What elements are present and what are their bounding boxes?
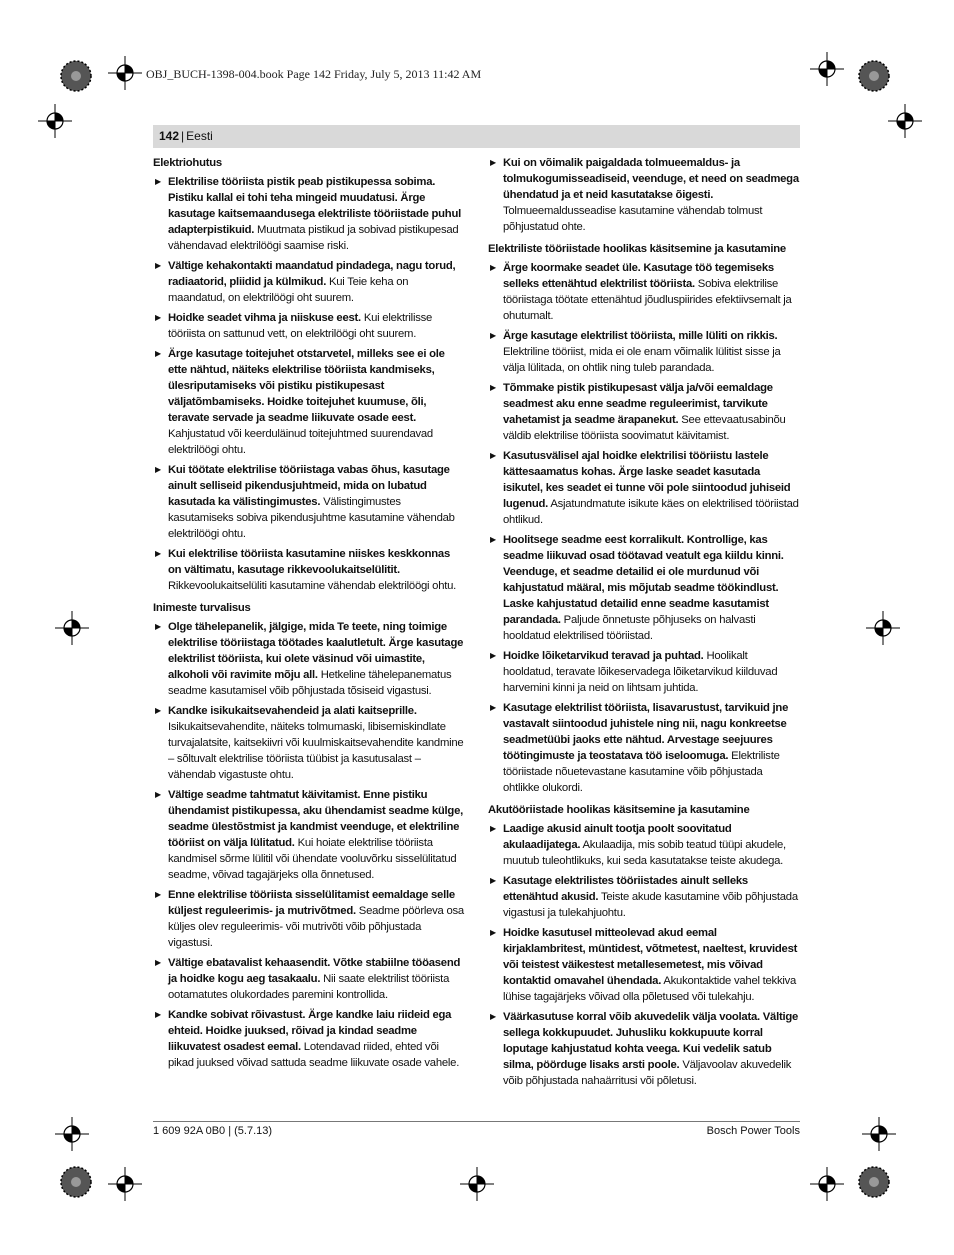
right-column bbox=[488, 155, 800, 1095]
instruction-bold-text: Hoidke kasutusel mitteolevad akud eemal kirjaklambritest, müntidest, võtmetest, naeltest, kruvidest või teistest väikestest metallesemetest, mis võivad kontaktid omavahel ühendada. bbox=[503, 927, 798, 987]
instruction-bold-text: Kasutage elektrilistes tööriistades ainult selleks ettenähtud akusid. bbox=[503, 875, 748, 903]
instruction-body-text: Välistingimustes kasutamiseks sobiva pikendusjuhtme kasutamine vähendab elektrilöögi ohtu. bbox=[168, 496, 455, 540]
instruction-bold-text: Kandke sobivat rõivastust. Ärge kandke laiu riideid ega ehteid. Hoidke juuksed, rõivad ja kindad seadme liikuvatest osadest eemal. bbox=[168, 1009, 452, 1053]
instruction-item bbox=[153, 462, 466, 542]
instruction-body-text: Tolmueemaldusseadise kasutamine vähendab tolmust põhjustatud ohte. bbox=[503, 205, 763, 233]
instruction-item bbox=[488, 260, 800, 324]
instruction-bold-text: Kui töötate elektrilise tööriistaga vabas õhus, kasutage ainult selliseid pikendusjuhtmeid, mida on lubatud kasutada ka välistingimustes. bbox=[168, 464, 450, 508]
registration-mark-bottom-center bbox=[460, 1167, 494, 1201]
header-separator: | bbox=[181, 129, 185, 143]
instruction-body-text: Kui elektrilisse tööriista on sattunud vett, on elektrilöögi oht suurem. bbox=[168, 312, 433, 340]
instruction-bold-text: Vältige kehakontakti maandatud pindadega, nagu torud, radiaatorid, pliidid ja külmikud. bbox=[168, 260, 456, 288]
page-header bbox=[153, 125, 800, 148]
section-heading: Inimeste turvalisus bbox=[153, 602, 251, 614]
instruction-body-text: Akukontaktide vahel tekkiva lühise tagajärjeks võivad olla põletused või tulekahju. bbox=[503, 975, 797, 1003]
registration-mark-left-lower bbox=[55, 1117, 89, 1151]
print-slug: OBJ_BUCH-1398-004.book Page 142 Friday, July 5, 2013 11:42 AM bbox=[146, 67, 482, 81]
instruction-body-text: Isikukaitsevahendite, näiteks tolmumaski, libisemiskindlate turvajalatsite, kaitsekiivri või kuulmiskaitsevahendite kandmine – sõltuvalt elektrilise tööriista tüübist ja kasutusalast – vähendab vigastuste ohtu. bbox=[168, 721, 464, 781]
left-column bbox=[153, 155, 466, 1077]
header-language: Eesti bbox=[186, 129, 213, 143]
instruction-item bbox=[488, 648, 800, 696]
header-text bbox=[159, 129, 213, 143]
instruction-bold-text: Laadige akusid ainult tootja poolt soovitatud akulaadijatega. bbox=[503, 823, 732, 851]
instruction-bold-text: Ärge kasutage elektrilist tööriista, mille lüliti on rikkis. bbox=[503, 330, 778, 342]
instruction-item bbox=[488, 328, 800, 376]
instruction-item bbox=[153, 887, 466, 951]
instruction-bold-text: Vältige ebatavalist kehaasendit. Võtke stabiilne tööasend ja hoidke kogu aeg tasakaalu. bbox=[168, 957, 461, 985]
instruction-bold-text: Kui elektrilise tööriista kasutamine niiskes keskkonnas on vältimatu, kasutage rikkevoolukaitselülitit. bbox=[168, 548, 450, 576]
instruction-body-text: Teiste akude kasutamine võib põhjustada vigastusi ja tulekahjuohtu. bbox=[503, 891, 798, 919]
registration-mark-left-upper bbox=[38, 104, 72, 138]
registration-mark-right-lower bbox=[862, 1117, 896, 1151]
instruction-bold-text: Enne elektrilise tööriista sisselülitamist eemaldage selle küljest reguleerimis- ja mutrivõtmed. bbox=[168, 889, 455, 917]
instruction-bold-text: Hoolitsege seadme eest korralikult. Kontrollige, kas seadme liikuvad osad töötavad veatult ega kiildu kinni. Veenduge, et seadme detailid ei ole murdunud või kahjustatud määral, mis mõjutab seadme töökindlust. Laske kahjustatud detailid enne seadme kasutamist parandada. bbox=[503, 534, 784, 626]
instruction-item bbox=[153, 546, 466, 594]
footer-brand: Bosch Power Tools bbox=[706, 1125, 800, 1137]
instruction-list bbox=[153, 174, 466, 594]
registration-mark-top-left bbox=[108, 56, 142, 90]
instruction-body-text: Lotendavad riided, ehted või pikad juuksed võivad sattuda seadme liikuvate osade vahele. bbox=[168, 1041, 460, 1069]
instruction-bold-text: Hoidke lõiketarvikud teravad ja puhtad. bbox=[503, 650, 704, 662]
instruction-bold-text: Kandke isikukaitsevahendeid ja alati kaitseprille. bbox=[168, 705, 417, 717]
section-heading: Elektriohutus bbox=[153, 157, 222, 169]
instruction-body-text: Kahjustatud või keerduläinud toitejuhtmed suurendavad elektrilöögi ohtu. bbox=[168, 428, 433, 456]
instruction-item bbox=[488, 155, 800, 235]
instruction-item bbox=[153, 258, 466, 306]
instruction-body-text: Paljude õnnetuste põhjuseks on halvasti hooldatud elektrilised tööriistad. bbox=[503, 614, 756, 642]
instruction-item bbox=[153, 703, 466, 783]
registration-mark-right-middle bbox=[866, 611, 900, 645]
instruction-body-text: See ettevaatusabinõu väldib elektrilise tööriista soovimatut käivitamist. bbox=[503, 414, 786, 442]
instruction-bold-text: Ärge koormake seadet üle. Kasutage töö tegemiseks selleks ettenähtud elektrilist tööriista. bbox=[503, 262, 774, 290]
instruction-bold-text: Elektrilise tööriista pistik peab pistikupessa sobima. Pistiku kallal ei tohi teha mingeid muudatusi. Ärge kasutage kaitsemaandusega elektriliste tööriistade puhul adapterpistikuid. bbox=[168, 176, 462, 236]
instruction-body-text: Elektriliste tööriistade nõuetevastane kasutamine võib põhjustada ohtlikke olukordi. bbox=[503, 750, 780, 794]
instruction-bold-text: Kasutusvälisel ajal hoidke elektrilisi tööriistu lastele kättesaamatus kohas. Ärge laske seadet kasutada isikutel, kes seadet ei tunne või pole siintoodud juhiseid lugenud. bbox=[503, 450, 791, 510]
instruction-bold-text: Väärkasutuse korral võib akuvedelik välja voolata. Vältige sellega kokkupuudet. Juhusliku kokkupuute korral loputage kahjustatud kohta veega. Kui vedelik satub silma, pöörduge lisaks arsti poole. bbox=[503, 1011, 799, 1071]
instruction-item bbox=[488, 821, 800, 869]
instruction-body-text: Elektriline tööriist, mida ei ole enam võimalik lülitist sisse ja välja lülitada, on ohtlik ning tuleb parandada. bbox=[503, 346, 781, 374]
instruction-item bbox=[488, 873, 800, 921]
instruction-body-text: Kui Teie keha on maandatud, on elektrilöögi oht suurem. bbox=[168, 276, 409, 304]
instruction-body-text: Hoolikalt hooldatud, teravate lõikeservadega lõiketarvikud kiilduvad harvemini kinni ja neid on lihtsam juhtida. bbox=[503, 650, 778, 694]
registration-mark-left-middle bbox=[55, 611, 89, 645]
instruction-body-text: Akulaadija, mis sobib teatud tüüpi akudele, muutub tuleohtlikuks, kui seda kasutatakse teiste akudega. bbox=[503, 839, 786, 867]
instruction-item bbox=[488, 532, 800, 644]
instruction-bold-text: Kasutage elektrilist tööriista, lisavarustust, tarvikuid jne vastavalt siintoodud juhistele ning nii, nagu konkreetse seadmetüübi jaoks ette nähtud. Arvestage seejuures töötingimuste ja teostatava töö iseloomuga. bbox=[503, 702, 789, 762]
instruction-bold-text: Kui on võimalik paigaldada tolmueemaldus- ja tolmukogumisseadiseid, veenduge, et need on seadmega ühendatud ja et neid kasutatakse õigesti. bbox=[503, 157, 799, 201]
instruction-body-text: Seadme pöörleva osa küljes olev reguleerimis- või mutrivõti võib põhjustada vigastusi. bbox=[168, 905, 464, 949]
footer-code: 1 609 92A 0B0 | (5.7.13) bbox=[153, 1125, 273, 1137]
registration-mark-right-upper bbox=[888, 104, 922, 138]
instruction-body-text: Nii saate elektrilist tööriista ootamatutes olukordades paremini kontrollida. bbox=[168, 973, 450, 1001]
instruction-item bbox=[153, 619, 466, 699]
instruction-item bbox=[153, 1007, 466, 1071]
instruction-body-text: Asjatundmatute isikute käes on elektrilised tööriistad ohtlikud. bbox=[503, 498, 799, 526]
instruction-bold-text: Ärge kasutage toitejuhet otstarvetel, milleks see ei ole ette nähtud, näiteks elektrilise tööriista kandmiseks, ülesriputamiseks või pistiku pistikupesast väljatõmbamiseks. Hoidke toitejuhet kuumuse, õli, teravate servade ja seadme liikuvate osade eest. bbox=[168, 348, 445, 424]
instruction-list bbox=[488, 260, 800, 796]
instruction-bold-text: Olge tähelepanelik, jälgige, mida Te teete, ning toimige elektrilise tööriistaga töötades kaalutletult. Ärge kasutage elektrilist tööriista, kui olete väsinud või uimastite, alkoholi või ravimite mõju all. bbox=[168, 621, 464, 681]
section-heading: Elektriliste tööriistade hoolikas käsitsemine ja kasutamine bbox=[488, 243, 786, 255]
instruction-body-text: Muutmata pistikud ja sobivad pistikupesad vähendavad elektrilöögi saamise riski. bbox=[168, 224, 459, 252]
instruction-item bbox=[153, 174, 466, 254]
instruction-item bbox=[153, 955, 466, 1003]
instruction-item bbox=[488, 1009, 800, 1089]
star-target-top-left bbox=[60, 60, 92, 92]
registration-mark-top-right bbox=[810, 52, 844, 86]
instruction-item bbox=[488, 925, 800, 1005]
instruction-bold-text: Hoidke seadet vihma ja niiskuse eest. bbox=[168, 312, 361, 324]
instruction-item bbox=[488, 448, 800, 528]
instruction-body-text: Hetkeline tähelepanematus seadme kasutamisel võib põhjustada tõsiseid vigastusi. bbox=[168, 669, 452, 697]
star-target-bottom-right bbox=[858, 1166, 890, 1198]
instruction-list bbox=[153, 619, 466, 1071]
instruction-bold-text: Vältige seadme tahtmatut käivitamist. Enne pistiku ühendamist pistikupessa, aku ühendamist seadme külge, seadme ülestõstmist ja kandmist veenduge, et elektriline tööriist on välja lülitatud. bbox=[168, 789, 463, 849]
instruction-list bbox=[488, 155, 800, 235]
star-target-top-right bbox=[858, 60, 890, 92]
instruction-body-text: Sobiva elektrilise tööriistaga töötate ettenähtud jõudluspiirides efektiivsemalt ja ohutumalt. bbox=[503, 278, 792, 322]
instruction-bold-text: Tõmmake pistik pistikupesast välja ja/või eemaldage seadmest aku enne seadme reguleerimist, tarvikute vahetamist ja seadme ärapanekut. bbox=[503, 382, 773, 426]
registration-mark-bottom-right bbox=[810, 1167, 844, 1201]
instruction-item bbox=[153, 310, 466, 342]
star-target-bottom-left bbox=[60, 1166, 92, 1198]
instruction-item bbox=[488, 380, 800, 444]
instruction-body-text: Kui hoiate elektrilise tööriista kandmisel sõrme lülitil või ühendate vooluvõrku sisselülitatud seadme, võivad tagajärjeks olla õnnetused. bbox=[168, 837, 457, 881]
instruction-body-text: Väljavoolav akuvedelik võib põhjustada nahaärritusi või põletusi. bbox=[503, 1059, 792, 1087]
footer-rule bbox=[153, 1121, 800, 1122]
instruction-item bbox=[153, 346, 466, 458]
instruction-item bbox=[153, 787, 466, 883]
page-number: 142 bbox=[159, 129, 180, 143]
instruction-body-text: Rikkevoolukaitselüliti kasutamine vähendab elektrilöögi ohtu. bbox=[168, 580, 457, 592]
instruction-list bbox=[488, 821, 800, 1089]
instruction-item bbox=[488, 700, 800, 796]
registration-mark-bottom-left bbox=[108, 1167, 142, 1201]
section-heading: Akutööriistade hoolikas käsitsemine ja kasutamine bbox=[488, 804, 750, 816]
